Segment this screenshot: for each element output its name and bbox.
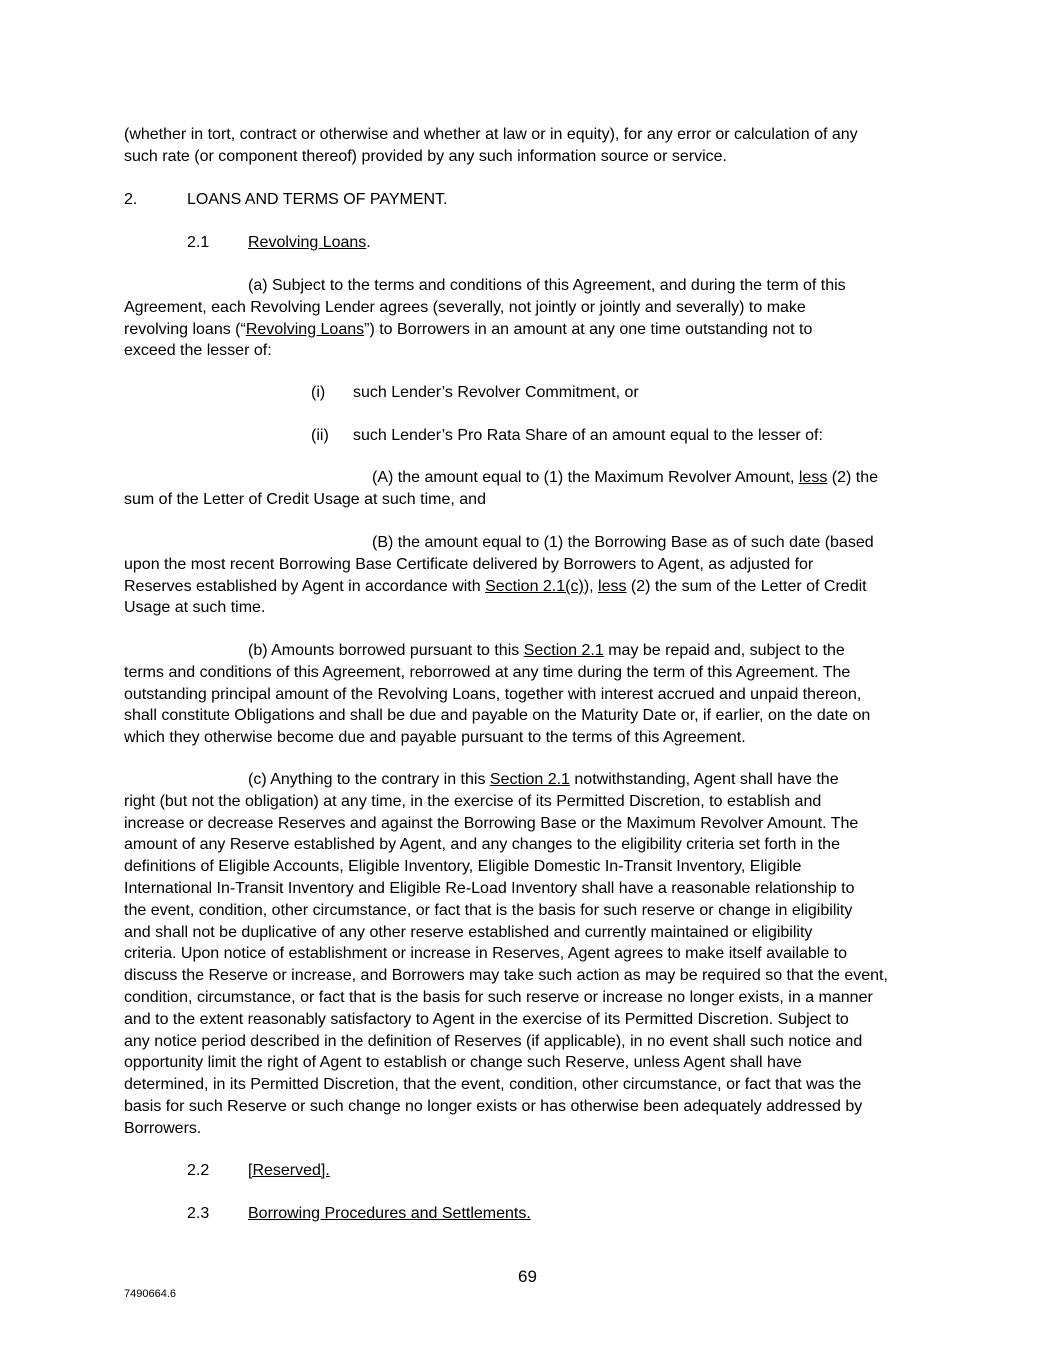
paragraph-line: criteria. Upon notice of establishment or increase in Reserves, Agent agrees to make itself available to [124, 945, 848, 963]
section-2-title: LOANS AND TERMS OF PAYMENT. [187, 191, 448, 208]
paragraph-line: International In-Transit Inventory and Eligible Re-Load Inventory shall have a reasonable relationship to [124, 879, 855, 897]
paragraph-line: right (but not the obligation) at any time, in the exercise of its Permitted Discretion, to establish and [124, 792, 822, 810]
page-number: 69 [518, 1267, 537, 1286]
paragraph-line [124, 319, 932, 341]
section-2-2-title: [Reserved]. [248, 1162, 330, 1179]
paragraph-line: determined, in its Permitted Discretion, that the event, condition, other circumstance, or fact that was the [124, 1076, 862, 1094]
paragraph-line: the event, condition, other circumstance, or fact that is the basis for such reserve or change in eligibility [124, 901, 853, 919]
text-run: notwithstanding, Agent shall have the [569, 771, 839, 788]
section-2-2-number: 2.2 [187, 1162, 210, 1179]
text-run: (A) the amount equal to (1) the Maximum Revolver Amount, [372, 469, 799, 486]
item-ii-text: such Lender’s Pro Rata Share of an amount equal to the lesser of: [353, 427, 823, 444]
section-2-1-heading [248, 232, 371, 254]
paragraph-line: exceed the lesser of: [124, 342, 272, 360]
section-2-1-title: Revolving Loans [248, 234, 367, 251]
defined-term: Revolving Loans [245, 320, 365, 338]
paragraph-line: amount of any Reserve established by Agent, and any changes to the eligibility criteria set forth in the [124, 836, 840, 854]
paragraph-line: and shall not be duplicative of any other reserve established and currently maintained or eligibility [124, 923, 813, 941]
paragraph-line: and to the extent reasonably satisfactory to Agent in the exercise of its Permitted Discretion. Subject to [124, 1010, 849, 1028]
section-2-3-title: Borrowing Procedures and Settlements. [248, 1205, 531, 1222]
intro-line: such rate (or component thereof) provided by any such information source or service. [124, 147, 727, 165]
paragraph-line: Usage at such time. [124, 599, 266, 617]
item-i-label: (i) [311, 384, 326, 401]
paragraph-line: opportunity limit the right of Agent to establish or change such Reserve, unless Agent shall have [124, 1054, 802, 1072]
paragraph-line: basis for such Reserve or such change no longer exists or has otherwise been adequately addressed by [124, 1097, 863, 1115]
paragraph-line: sum of the Letter of Credit Usage at such time, and [124, 490, 486, 508]
paragraph-c [124, 769, 932, 1140]
paragraph-line: (a) Subject to the terms and conditions of this Agreement, and during the term of this [248, 277, 846, 294]
paragraph-line: discuss the Reserve or increase, and Borrowers may take such action as may be required so that the event, [124, 967, 888, 985]
paragraph-line [124, 769, 932, 791]
item-ii-label: (ii) [311, 427, 329, 444]
text-run: may be repaid and, subject to the [603, 642, 845, 659]
paragraph-line: increase or decrease Reserves and against the Borrowing Base or the Maximum Revolver Amount. The [124, 814, 859, 832]
item-B [124, 532, 932, 619]
document-id: 7490664.6 [124, 1288, 176, 1300]
paragraph-line: definitions of Eligible Accounts, Eligible Inventory, Eligible Domestic In-Transit Inventory, Eligible [124, 858, 802, 876]
text-run: Reserves established by Agent in accordance with [124, 577, 486, 595]
text-run: ”) to Borrowers in an amount at any one time outstanding not to [364, 320, 813, 338]
paragraph-line: (B) the amount equal to (1) the Borrowing Base as of such date (based [372, 534, 874, 551]
text-run: revolving loans (“ [124, 320, 246, 338]
section-reference: Section 2.1(c) [485, 577, 584, 595]
paragraph-a [124, 275, 932, 362]
text-run: ), [583, 577, 599, 595]
heading-period: . [366, 234, 371, 251]
section-2-3-number: 2.3 [187, 1205, 210, 1222]
paragraph-line: upon the most recent Borrowing Base Certificate delivered by Borrowers to Agent, as adjusted for [124, 555, 814, 573]
paragraph-line: shall constitute Obligations and shall be due and payable on the Maturity Date or, if earlier, on the date on [124, 707, 871, 725]
text-run: (2) the sum of the Letter of Credit [626, 577, 867, 595]
section-reference: Section 2.1 [523, 642, 604, 659]
paragraph-line [124, 467, 932, 489]
section-2-number: 2. [124, 191, 138, 208]
paragraph-line: Agreement, each Revolving Lender agrees (severally, not jointly or jointly and severally) to make [124, 298, 806, 316]
paragraph-line: condition, circumstance, or fact that is the basis for such reserve or increase no longer exists, in a manner [124, 988, 873, 1006]
intro-paragraph [124, 124, 932, 168]
section-2-1-number: 2.1 [187, 234, 210, 251]
text-run: (c) Anything to the contrary in this [248, 771, 490, 788]
paragraph-line [124, 640, 932, 662]
paragraph-b [124, 640, 932, 749]
paragraph-line: terms and conditions of this Agreement, reborrowed at any time during the term of this Agreement. The [124, 663, 851, 681]
text-run: (2) the [827, 469, 878, 486]
less-term: less [798, 469, 828, 486]
section-reference: Section 2.1 [489, 771, 570, 788]
item-A [124, 467, 932, 511]
item-i-text: such Lender’s Revolver Commitment, or [353, 384, 639, 401]
paragraph-line: any notice period described in the definition of Reserves (if applicable), in no event shall such notice and [124, 1032, 863, 1050]
intro-line: (whether in tort, contract or otherwise and whether at law or in equity), for any error or calculation of any [124, 126, 858, 143]
paragraph-line [124, 576, 932, 598]
paragraph-line: Borrowers. [124, 1119, 202, 1137]
less-term: less [598, 577, 627, 595]
paragraph-line: which they otherwise become due and payable pursuant to the terms of this Agreement. [124, 729, 746, 747]
paragraph-line: outstanding principal amount of the Revolving Loans, together with interest accrued and unpaid thereon, [124, 685, 862, 703]
text-run: (b) Amounts borrowed pursuant to this [248, 642, 524, 659]
